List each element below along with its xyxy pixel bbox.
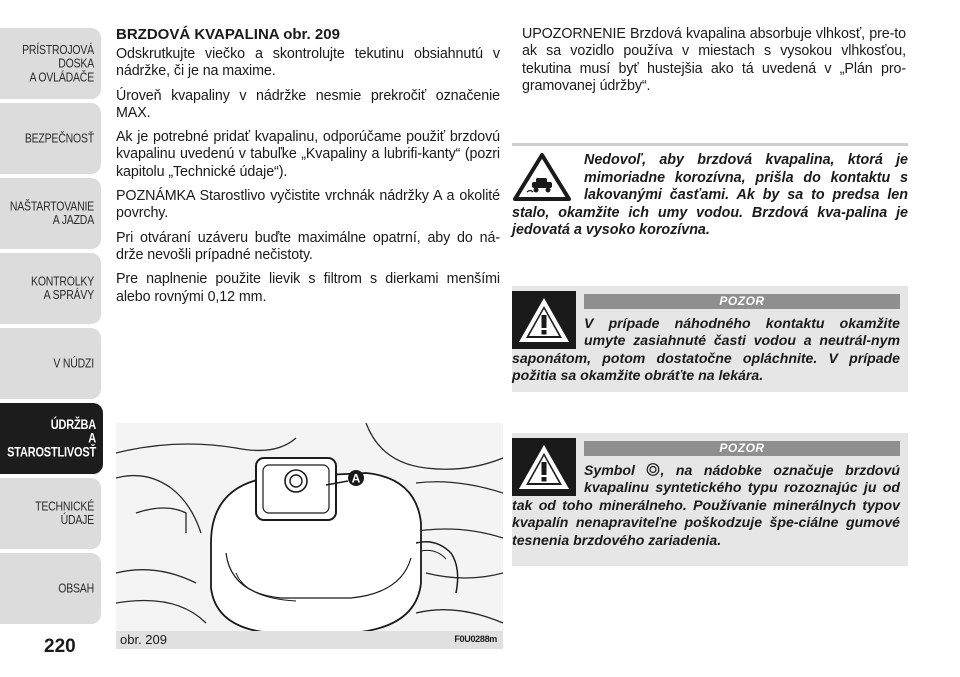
left-column	[116, 26, 500, 313]
box-text	[512, 315, 900, 385]
box-body: , na nádobke označuje brzdovú kvapalinu syntetického typu rozoznajúc ju od tak od toho minerálneho. Používanie minerálnych typov kvapalín nenapraviteľne poškodzuje špe-ciálne gumové tesnenia brzdového zariadenia.	[512, 462, 900, 548]
callout-a: A	[351, 471, 361, 486]
tab-label: TECHNICKÉ ÚDAJE	[35, 499, 94, 528]
tab-technicke-udaje[interactable]	[0, 478, 101, 550]
tab-obsah[interactable]	[0, 553, 101, 625]
box-body: Symbol	[584, 462, 647, 478]
paragraph: Pri otváraní uzáveru buďte maximálne opatrní, aby do ná-drže nevošli prípadné nečistoty.	[116, 229, 500, 263]
tab-label: PRÍSTROJOVÁ DOSKA A OVLÁDAČE	[22, 42, 94, 85]
paragraph: Ak je potrebné pridať kvapalinu, odporúčame použiť brzdovú kvapalinu uvedenú v tabuľke „Kvapaliny a lubrifi-kanty“ (pozri kapitolu „Technické údaje“).	[116, 129, 500, 180]
tab-label: KONTROLKY A SPRÁVY	[31, 274, 94, 303]
exclamation-triangle-icon	[512, 438, 576, 486]
box-title: POZOR	[584, 441, 900, 456]
corrosive-warning-icon	[512, 152, 576, 204]
tab-label: V NÚDZI	[53, 355, 94, 371]
notice-paragraph: UPOZORNENIE Brzdová kvapalina absorbuje vlhkosť, pre-to ak sa vozidlo používa v miestach s vysokou vlhkosťou, tekutina musí byť hustejšia ako tá uvedená v „Plán pro-gramovanej údržby“.	[522, 26, 906, 94]
pozor-box-1	[512, 286, 908, 392]
box-body: V prípade náhodného kontaktu okamžite umyte zasiahnuté časti vodou a neutrál-nym saponátom, potom dostatočne opláchnite. V prípade požitia sa okamžite obráťte na lekára.	[512, 315, 900, 384]
paragraph: Úroveň kvapaliny v nádržke nesmie prekročiť označenie MAX.	[116, 87, 500, 121]
tab-label: OBSAH	[58, 580, 94, 596]
brake-fluid-reservoir-figure	[116, 423, 503, 641]
page-number: 220	[44, 636, 76, 657]
tab-label: BEZPEČNOSŤ	[24, 130, 94, 146]
warning-text	[512, 152, 908, 240]
pozor-box-2	[512, 433, 908, 566]
box-title: POZOR	[584, 294, 900, 309]
corrosive-warning	[512, 143, 908, 250]
tab-udrzba[interactable]	[0, 403, 103, 475]
tab-kontrolky[interactable]	[0, 253, 101, 325]
tab-bezpecnost[interactable]	[0, 103, 101, 175]
paragraph: Pre naplnenie použite lievik s filtrom s dierkami menšími alebo rovnými 0,12 mm.	[116, 271, 500, 305]
figure-code: F0U0288m	[454, 634, 497, 644]
figure-label: obr. 209	[120, 632, 167, 647]
right-column	[522, 26, 906, 102]
tab-label: NAŠTARTOVANIE A JAZDA	[9, 199, 94, 228]
tab-v-nudzi[interactable]	[0, 328, 101, 400]
figure-caption	[116, 631, 503, 649]
tab-pristrojova-doska[interactable]	[0, 28, 101, 100]
tab-nastartovanie[interactable]	[0, 178, 101, 250]
box-text	[512, 462, 900, 549]
paragraph: POZNÁMKA Starostlivo vyčistite vrchnák nádržky A a okolité povrchy.	[116, 188, 500, 222]
tab-label: ÚDRŽBA A STAROSTLIVOSŤ	[7, 417, 96, 460]
paragraph: Odskrutkujte viečko a skontrolujte tekutinu obsiahnutú v nádržke, či je na maxime.	[116, 46, 500, 80]
exclamation-triangle-icon	[512, 291, 576, 339]
section-heading: BRZDOVÁ KVAPALINA obr. 209	[116, 26, 340, 43]
warning-body: Nedovoľ, aby brzdová kvapalina, ktorá je mimoriadne korozívna, prišla do kontaktu s lakovanými časťami. Ak by sa to predsa len stalo, okamžite ich umy vodou. Brzdová kva-palina je jedovatá a vysoko korozívna.	[512, 152, 908, 238]
synthetic-fluid-symbol-icon	[646, 462, 660, 478]
reservoir-illustration	[116, 423, 503, 641]
